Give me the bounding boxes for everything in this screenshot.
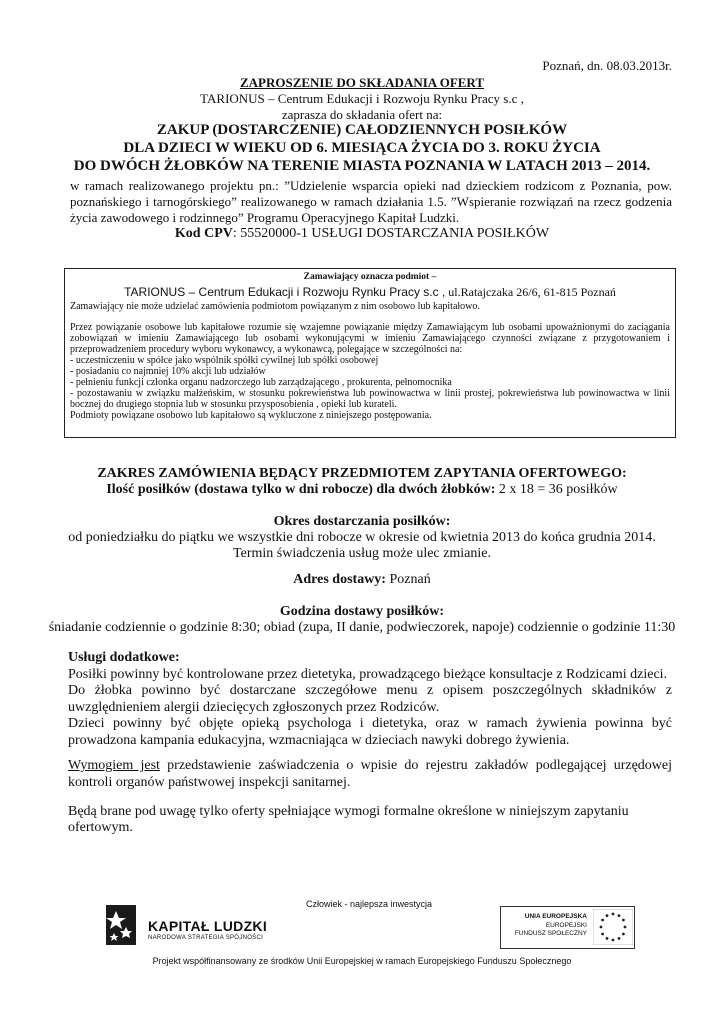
box-heading: Zamawiający oznacza podmiot – bbox=[303, 272, 437, 282]
eu-line-1: UNIA EUROPEJSKA bbox=[524, 913, 587, 920]
address-label: Adres dostawy: bbox=[293, 572, 386, 587]
box-org-name: TARIONUS – Centrum Edukacji i Rozwoju Rynku Pracy s.c , bbox=[124, 285, 446, 299]
cpv-label: Kod CPV bbox=[174, 226, 233, 241]
delivery-address bbox=[0, 572, 724, 588]
subject-heading bbox=[0, 121, 724, 175]
eu-line-2: EUROPEJSKI bbox=[545, 921, 587, 929]
invitation-title: ZAPROSZENIE DO SKŁADANIA OFERT bbox=[239, 75, 485, 90]
list-item: - pozostawaniu w związku małżeńskim, w stosunku pokrewieństwa lub powinowactwa w linii prostej, pokrewieństwa lub powinowactwa w linii bocznej do drugiego stopnia lub w stosunku przysposobienia , opieki lub kurateli. bbox=[70, 388, 670, 410]
footer-slogan: Człowiek - najlepsza inwestycja bbox=[306, 899, 433, 909]
period-line-2: Termin świadczenia usług może ulec zmianie. bbox=[233, 546, 491, 561]
extra-services-heading: Usługi dodatkowe: bbox=[68, 650, 180, 665]
list-item: - pełnieniu funkcji członka organu nadzorczego lub zarządzającego , prokurenta, pełnomocnika bbox=[70, 377, 452, 388]
requirement bbox=[68, 758, 672, 791]
related-entities-box bbox=[64, 268, 676, 438]
box-closing: Podmioty powiązane osobowo lub kapitałowo są wykluczone z niniejszego postępowania. bbox=[70, 410, 432, 421]
project-description: w ramach realizowanego projektu pn.: ”Udzielenie wsparcia opieki nad dzieckiem rodzicom z Poznania, pow. poznańskiego i tarnogórskiego” realizowanego w ramach działania 1.5. ”Wspieranie rozwiązań na rzecz godzenia życia zawodowego i rodzinnego” Programu Operacyjnego Kapitał Ludzki. bbox=[70, 178, 672, 225]
subject-line-2: DLA DZIECI W WIEKU OD 6. MIESIĄCA ŻYCIA DO 3. ROKU ŻYCIA bbox=[123, 140, 601, 156]
eu-line-3: FUNDUSZ SPOŁECZNY bbox=[514, 930, 587, 937]
kapital-ludzki-name: KAPITAŁ LUDZKI bbox=[148, 918, 268, 934]
scope-quantity bbox=[0, 482, 724, 498]
period-line-1: od poniedziałku do piątku we wszystkie dni robocze w okresie od kwietnia 2013 do końca grudnia 2014. bbox=[68, 530, 656, 545]
eu-flag-icon bbox=[593, 909, 633, 945]
quantity-label: Ilość posiłków (dostawa tylko w dni robocze) dla dwóch żłobków: bbox=[106, 482, 496, 497]
cpv-value: : 55520000-1 USŁUGI DOSTARCZANIA POSIŁKÓW bbox=[232, 226, 550, 241]
funding-note: Projekt współfinansowany ze środków Unii Europejskiej w ramach Europejskiego Funduszu Społecznego bbox=[152, 956, 572, 966]
extra-services-p3: Dzieci powinny być objęte opieką psychologa i dietetyka, oraz w ramach żywienia powinna być prowadzona kampania edukacyjna, wzmacniająca w dzieciach nawyki dobrego żywienia. bbox=[68, 716, 672, 748]
document-date: Poznań, dn. 08.03.2013r. bbox=[542, 58, 672, 73]
extra-services-p2: Do żłobka powinno być dostarczane szczegółowe menu z opisem poszczególnych składników z uwzględnieniem alergii dziecięcych zgłoszonych przez Rodziców. bbox=[68, 683, 672, 715]
kapital-ludzki-logo bbox=[100, 903, 144, 949]
quantity-value: 2 x 18 = 36 posiłków bbox=[495, 482, 618, 497]
subject-line-1: ZAKUP (DOSTARCZENIE) CAŁODZIENNYCH POSIŁKÓW bbox=[156, 122, 568, 138]
box-org-address: ul.Ratajczaka 26/6, 61-815 Poznań bbox=[445, 285, 616, 299]
scope-title: ZAKRES ZAMÓWIENIA BĘDĄCY PRZEDMIOTEM ZAPYTANIA OFERTOWEGO: bbox=[97, 466, 627, 481]
scope-section bbox=[0, 466, 724, 498]
organization-name: TARIONUS – Centrum Edukacji i Rozwoju Rynku Pracy s.c , bbox=[200, 91, 524, 106]
extra-services-p1: Posiłki powinny być kontrolowane przez dietetyka, prowadzącego bieżące konsultacje z Rodzicami dzieci. bbox=[68, 666, 668, 682]
box-definition: Przez powiązanie osobowe lub kapitałowe rozumie się wzajemne powiązanie między Zamawiającym lub osobami upoważnionymi do zaciągania zobowiązań w imieniu Zamawiającego lub osobami wykonującymi w imieniu Zamawiającego czynności związane z przygotowaniem i przeprowadzeniem procedury wyboru wykonawcy, a wykonawcą, polegające w szczególności na: bbox=[70, 322, 670, 355]
period-text bbox=[0, 530, 724, 562]
delivery-hours-text: śniadanie codziennie o godzinie 8:30; obiad (zupa, II danie, podwieczorek, napoje) codziennie o godzinie 11:30 bbox=[48, 620, 676, 635]
address-value: Poznań bbox=[385, 572, 431, 587]
box-organization bbox=[70, 287, 670, 298]
offers-note: Będą brane pod uwagę tylko oferty spełniające wymogi formalne określone w niniejszym zapytaniu ofertowym. bbox=[68, 804, 629, 835]
cpv-code bbox=[0, 226, 724, 242]
list-item: - posiadaniu co najmniej 10% akcji lub udziałów bbox=[70, 366, 266, 377]
requirement-text: przedstawienie zaświadczenia o wpisie do rejestru zakładów podlegającej urzędowej kontroli organów państwowej inspekcji sanitarnej. bbox=[68, 758, 672, 790]
invitation-line: zaprasza do składania ofert na: bbox=[281, 107, 443, 122]
box-intro: Zamawiający nie może udzielać zamówienia podmiotom powiązanym z nim osobowo lub kapitałowo. bbox=[70, 301, 480, 312]
period-heading: Okres dostarczania posiłków: bbox=[273, 514, 451, 529]
kapital-ludzki-subtitle: NARODOWA STRATEGIA SPÓJNOŚCI bbox=[148, 935, 264, 941]
list-item: - uczestniczeniu w spółce jako wspólnik spółki cywilnej lub spółki osobowej bbox=[70, 355, 379, 366]
subject-line-3: DO DWÓCH ŻŁOBKÓW NA TERENIE MIASTA POZNANIA W LATACH 2013 – 2014. bbox=[73, 158, 651, 174]
eu-logo-text bbox=[503, 913, 587, 939]
requirement-lead: Wymogiem jest bbox=[68, 758, 160, 773]
delivery-hours-heading: Godzina dostawy posiłków: bbox=[279, 604, 445, 619]
extra-services bbox=[68, 650, 672, 750]
